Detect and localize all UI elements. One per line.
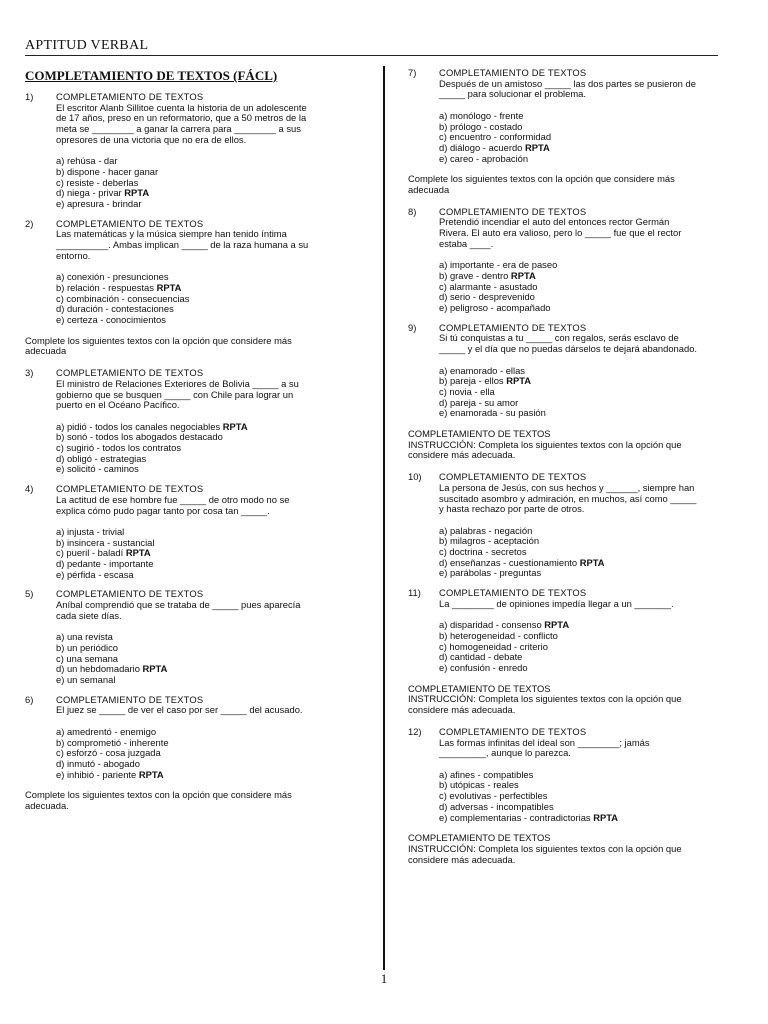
instruction-line: Complete los siguientes textos con la opción que considere más <box>25 334 292 346</box>
stem-line: El juez se _____ de ver el caso por ser _____ del acusado. <box>56 704 303 716</box>
option-text: a) importante - era de paseo <box>439 259 558 271</box>
stem-line: Las matemáticas y la música siempre han tenido íntima <box>56 228 287 240</box>
left-column <box>25 68 375 823</box>
option-text: e) apresura - brindar <box>56 198 142 210</box>
stem-line: Rivera. El auto era valioso, pero lo _____ fue que el rector <box>439 227 682 239</box>
instruction-line: adecuada <box>408 184 450 196</box>
instruction-line: INSTRUCCIÓN: Completa los siguientes textos con la opción que <box>408 842 682 854</box>
stem-line: estaba ____. <box>439 237 494 249</box>
options-list <box>56 422 375 476</box>
stem-line: _____ para solucionar el problema. <box>439 88 586 100</box>
option-text: d) un hebdomadario <box>56 663 140 675</box>
option-text: d) adversas - incompatibles <box>439 800 554 812</box>
question-body <box>56 219 375 326</box>
option-text: e) complementarias - contradictorias <box>439 811 591 823</box>
option-text: e) un semanal <box>56 674 116 686</box>
stem-line: __________. Ambas implican _____ de la raza humana a su <box>56 239 309 251</box>
page-header: APTITUD VERBAL <box>25 38 718 56</box>
answer-marker: RPTA <box>142 663 168 675</box>
question-stem <box>439 483 748 515</box>
option-text: a) monólogo - frente <box>439 109 524 121</box>
stem-line: El escritor Alanb Sillitoe cuenta la historia de un adolescente <box>56 101 307 113</box>
option-text: a) amedrentó - enemigo <box>56 725 157 737</box>
question-stem <box>56 229 375 261</box>
question-item <box>25 695 375 781</box>
question-heading: COMPLETAMIENTO DE TEXTOS <box>439 725 587 737</box>
answer-marker: RPTA <box>138 768 164 780</box>
stem-line: puerto en el Océano Pacífico. <box>56 399 180 411</box>
answer-marker: RPTA <box>525 141 550 153</box>
stem-line: entorno. <box>56 249 91 261</box>
options-list <box>56 156 375 210</box>
question-stem <box>56 379 375 411</box>
question-heading: COMPLETAMIENTO DE TEXTOS <box>56 483 204 495</box>
option-text: e) solicitó - caminos <box>56 463 139 475</box>
question-number: 9) <box>408 321 417 333</box>
question-item <box>25 368 375 475</box>
section-title: COMPLETAMIENTO DE TEXTOS (FÁCL) <box>25 68 278 83</box>
question-item <box>25 219 375 326</box>
instruction-block <box>408 174 748 195</box>
option-text: c) pueril - baladí <box>56 547 124 559</box>
question-body <box>56 589 375 685</box>
option-text: a) una revista <box>56 631 113 643</box>
right-column-items <box>408 68 748 865</box>
stem-line: cada siete días. <box>56 609 122 621</box>
answer-marker: RPTA <box>510 269 536 281</box>
question-heading: COMPLETAMIENTO DE TEXTOS <box>56 91 204 102</box>
page-number: 1 <box>380 971 388 986</box>
question-stem <box>56 103 375 146</box>
stem-line: La actitud de ese hombre fue _____ de otro modo no se <box>56 493 290 505</box>
instruction-block <box>408 429 748 461</box>
question-body <box>56 695 375 781</box>
option-text: e) careo - aprobación <box>439 152 529 164</box>
option-text: b) prólogo - costado <box>439 120 523 132</box>
answer-option <box>439 154 748 165</box>
right-column <box>408 68 748 876</box>
question-body <box>439 727 748 823</box>
question-body <box>439 68 748 164</box>
question-item <box>25 484 375 580</box>
question-stem <box>439 599 748 610</box>
question-number: 6) <box>25 693 34 705</box>
options-list <box>439 620 748 674</box>
question-item <box>25 92 375 210</box>
answer-marker: RPTA <box>593 811 619 823</box>
question-heading: COMPLETAMIENTO DE TEXTOS <box>56 217 204 229</box>
question-stem <box>56 495 375 516</box>
instruction-block <box>25 790 375 811</box>
question-body <box>56 368 375 475</box>
answer-option <box>439 813 748 824</box>
instruction-line: considere más adecuada. <box>408 704 516 716</box>
question-item <box>408 472 748 579</box>
option-text: d) pareja - su amor <box>439 396 519 408</box>
instruction-line: Complete los siguientes textos con la opción que considere más <box>25 789 292 801</box>
option-text: e) inhibió - pariente <box>56 768 137 780</box>
stem-line: El ministro de Relaciones Exteriores de Bolivia _____ a su <box>56 377 299 389</box>
option-text: c) una semana <box>56 652 119 664</box>
option-text: c) esforzó - cosa juzgada <box>56 747 161 759</box>
option-text: b) milagros - aceptación <box>439 535 540 547</box>
stem-line: Si tú conquistas a tu _____ con regalos, serás esclavo de <box>439 332 679 344</box>
answer-option <box>56 199 375 210</box>
answer-option <box>56 570 375 581</box>
instruction-block <box>25 336 375 357</box>
stem-line: explica cómo pudo pagar tanto por cosa tan _____. <box>56 504 270 516</box>
option-text: c) doctrina - secretos <box>439 546 527 558</box>
stem-line: _____ y el día que no puedas dárselos te dejará abandonado. <box>439 343 698 355</box>
question-body <box>439 588 748 674</box>
answer-option <box>56 770 375 781</box>
question-item <box>25 589 375 685</box>
left-column-items <box>25 92 375 812</box>
options-list <box>439 111 748 165</box>
option-text: c) encuentro - conformidad <box>439 131 552 143</box>
question-item <box>408 588 748 674</box>
option-text: a) injusta - trivial <box>56 525 125 537</box>
answer-marker: RPTA <box>544 619 570 631</box>
question-heading: COMPLETAMIENTO DE TEXTOS <box>439 205 587 217</box>
stem-line: La persona de Jesús, con sus hechos y ______, siempre han <box>439 481 695 493</box>
instruction-block <box>408 684 748 716</box>
question-body <box>439 323 748 419</box>
question-stem <box>439 79 748 100</box>
answer-marker: RPTA <box>156 281 182 293</box>
answer-option <box>439 568 748 579</box>
question-stem <box>439 738 748 759</box>
question-number: 5) <box>25 588 34 600</box>
option-text: e) parábolas - preguntas <box>439 567 542 579</box>
option-text: e) confusión - enredo <box>439 662 528 674</box>
option-text: b) grave - dentro <box>439 269 509 281</box>
stem-line: Pretendió incendiar el auto del entonces rector Germán <box>439 216 670 228</box>
question-heading: COMPLETAMIENTO DE TEXTOS <box>439 471 587 483</box>
option-text: e) certeza - conocimientos <box>56 314 166 326</box>
question-body <box>56 484 375 580</box>
question-heading: COMPLETAMIENTO DE TEXTOS <box>56 588 204 600</box>
options-list <box>439 526 748 580</box>
question-number: 2) <box>25 217 34 229</box>
option-text: b) sonó - todos los abogados destacado <box>56 431 223 443</box>
instruction-line: adecuada. <box>25 800 69 812</box>
option-text: e) peligroso - acompañado <box>439 302 551 314</box>
option-text: a) disparidad - consenso <box>439 619 542 631</box>
answer-option <box>439 408 748 419</box>
option-text: a) pidió - todos los canales negociables <box>56 420 221 432</box>
instruction-line: considere más adecuada. <box>408 449 516 461</box>
option-text: c) alarmante - asustado <box>439 280 538 292</box>
question-heading: COMPLETAMIENTO DE TEXTOS <box>439 587 587 599</box>
option-text: d) duración - contestaciones <box>56 303 174 315</box>
question-number: 10) <box>408 471 422 483</box>
question-stem <box>439 217 748 249</box>
question-item <box>408 323 748 419</box>
instruction-line: adecuada <box>25 345 67 357</box>
stem-line: _________, aunque lo parezca. <box>439 747 571 759</box>
option-text: b) utópicas - reales <box>439 779 519 791</box>
option-text: d) niega - privar <box>56 187 122 199</box>
question-stem <box>439 333 748 354</box>
question-item <box>408 727 748 823</box>
question-number: 12) <box>408 725 422 737</box>
option-text: d) inmutó - abogado <box>56 757 140 769</box>
stem-line: suscitado asombro y admiración, en muchos, así como _____ <box>439 492 697 504</box>
question-item <box>408 68 748 164</box>
options-list <box>56 272 375 326</box>
answer-marker: RPTA <box>222 420 248 432</box>
instruction-line: Complete los siguientes textos con la opción que considere más <box>408 173 675 185</box>
question-number: 4) <box>25 483 34 495</box>
answer-option <box>439 303 748 314</box>
option-text: c) resiste - deberlas <box>56 176 139 188</box>
option-text: b) un periódico <box>56 641 119 653</box>
option-text: c) evolutivas - perfectibles <box>439 790 548 802</box>
question-number: 7) <box>408 67 417 78</box>
stem-line: Las formas infinitas del ideal son ________; jamás <box>439 736 650 748</box>
option-text: c) sugirió - todos los contratos <box>56 442 182 454</box>
answer-option <box>56 675 375 686</box>
question-body <box>56 92 375 210</box>
question-stem <box>56 600 375 621</box>
options-list <box>56 632 375 686</box>
option-text: b) insincera - sustancial <box>56 536 155 548</box>
option-text: b) comprometió - inherente <box>56 736 169 748</box>
stem-line: opresores de una victoria que no era de ellos. <box>56 133 247 145</box>
options-list <box>439 366 748 420</box>
option-text: b) heterogeneidad - conflicto <box>439 629 558 641</box>
question-stem <box>56 705 375 716</box>
instruction-line: COMPLETAMIENTO DE TEXTOS <box>408 682 551 694</box>
option-text: d) obligó - estrategias <box>56 452 147 464</box>
answer-option <box>439 663 748 674</box>
question-number: 11) <box>408 587 421 599</box>
option-text: a) afines - compatibles <box>439 768 534 780</box>
option-text: e) enamorada - su pasión <box>439 407 546 419</box>
options-list <box>439 770 748 824</box>
option-text: e) pérfida - escasa <box>56 568 134 580</box>
option-text: a) palabras - negación <box>439 524 533 536</box>
answer-option <box>56 315 375 326</box>
answer-marker: RPTA <box>506 375 532 387</box>
option-text: d) cantidad - debate <box>439 651 523 663</box>
option-text: c) novia - ella <box>439 385 495 397</box>
option-text: b) pareja - ellos <box>439 375 504 387</box>
question-heading: COMPLETAMIENTO DE TEXTOS <box>56 693 204 705</box>
instruction-line: considere más adecuada. <box>408 853 516 865</box>
question-heading: COMPLETAMIENTO DE TEXTOS <box>439 67 587 78</box>
option-text: d) serio - desprevenido <box>439 291 535 303</box>
answer-marker: RPTA <box>125 547 151 559</box>
question-item <box>408 207 748 314</box>
options-list <box>56 527 375 581</box>
option-text: a) conexión - presunciones <box>56 271 169 283</box>
option-text: b) relación - respuestas <box>56 281 154 293</box>
question-heading: COMPLETAMIENTO DE TEXTOS <box>439 321 587 333</box>
option-text: d) enseñanzas - cuestionamiento <box>439 556 578 568</box>
options-list <box>439 260 748 314</box>
answer-marker: RPTA <box>579 556 605 568</box>
stem-line: La ________ de opiniones impedía llegar a un _______. <box>439 597 674 609</box>
options-list <box>56 727 375 781</box>
option-text: b) dispone - hacer ganar <box>56 165 159 177</box>
option-text: c) homogeneidad - criterio <box>439 640 548 652</box>
instruction-line: INSTRUCCIÓN: Completa los siguientes textos con la opción que <box>408 438 682 450</box>
stem-line: gobierno que se busquen _____ con Chile para lograr un <box>56 388 294 400</box>
option-text: d) diálogo - acuerdo <box>439 141 523 153</box>
instruction-line: INSTRUCCIÓN: Completa los siguientes textos con la opción que <box>408 693 682 705</box>
stem-line: de 17 años, preso en un reformatorio, que a 50 metros de la <box>56 112 307 124</box>
answer-marker: RPTA <box>124 187 150 199</box>
question-heading: COMPLETAMIENTO DE TEXTOS <box>56 367 204 379</box>
stem-line: Después de un amistoso _____ las dos partes se pusieron de <box>439 77 696 89</box>
stem-line: meta se ________ a ganar la carrera para ________ a sus <box>56 123 301 135</box>
question-number: 3) <box>25 367 34 379</box>
answer-option <box>56 464 375 475</box>
option-text: d) pedante - importante <box>56 558 154 570</box>
stem-line: y hasta rechazo por parte de otros. <box>439 503 585 515</box>
stem-line: Aníbal comprendió que se trataba de _____ pues aparecía <box>56 599 301 611</box>
question-number: 8) <box>408 205 417 217</box>
option-text: a) enamorado - ellas <box>439 364 525 376</box>
option-text: c) combinación - consecuencias <box>56 292 190 304</box>
question-number: 1) <box>25 91 34 102</box>
column-divider <box>383 66 385 970</box>
instruction-block <box>408 833 748 865</box>
instruction-line: COMPLETAMIENTO DE TEXTOS <box>408 428 551 440</box>
option-text: a) rehúsa - dar <box>56 155 118 167</box>
question-body <box>439 207 748 314</box>
instruction-line: COMPLETAMIENTO DE TEXTOS <box>408 832 551 844</box>
question-body <box>439 472 748 579</box>
